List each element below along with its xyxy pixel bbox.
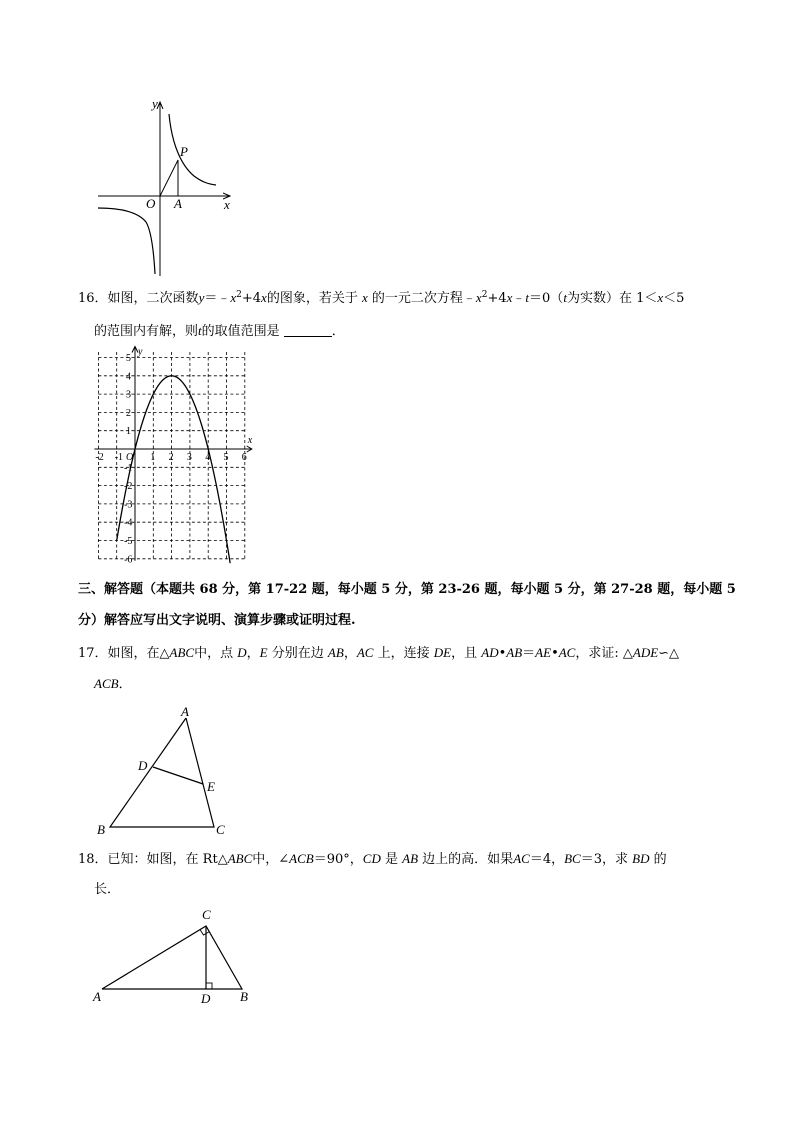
chart-y-tick-label: 1 bbox=[126, 426, 131, 438]
chart-x-tick-label: 3 bbox=[186, 452, 192, 463]
chart-x-tick-label: 5 bbox=[223, 452, 229, 463]
right-angle-mark-d bbox=[206, 983, 212, 989]
chart-x-tick-label: 2 bbox=[168, 452, 174, 463]
chart-y-tick-label: -3 bbox=[124, 499, 133, 511]
fig15-p-label: P bbox=[180, 144, 188, 159]
chart-y-tick-label: -5 bbox=[124, 536, 133, 547]
chart-x-label: x bbox=[247, 435, 253, 446]
triangle-abc bbox=[110, 718, 214, 827]
chart-y-label: y bbox=[138, 346, 143, 358]
answer-blank[interactable] bbox=[284, 324, 332, 337]
right-triangle-figure bbox=[90, 904, 260, 1009]
fig15-y-label: y bbox=[152, 96, 158, 111]
q16-line2: 的范围内有解，则t的取值范围是 ． bbox=[94, 323, 345, 339]
q17-label-d: D bbox=[138, 758, 148, 773]
hyperbola-figure bbox=[90, 96, 250, 281]
chart-x-tick-label: 6 bbox=[241, 452, 247, 463]
segment-de bbox=[153, 767, 203, 784]
q18-label-c: C bbox=[202, 907, 211, 922]
q17-label-c: C bbox=[216, 822, 225, 837]
q18-label-d: D bbox=[201, 991, 211, 1006]
section3-line1: 三、解答题（本题共 68 分，第 17-22 题，每小题 5 分，第 23-26 题，每小题 5 分，第 27-28 题，每小题 5 bbox=[78, 582, 736, 597]
q17-label-e: E bbox=[207, 779, 215, 794]
chart-y-tick-label: 3 bbox=[126, 389, 131, 401]
fig15-o-label: O bbox=[146, 196, 156, 211]
q17-line1: 17．如图，在△ABC中，点 D，E 分别在边 AB，AC 上，连接 DE，且 AD•AB＝AE•AC，求证: △ADE∽△ bbox=[78, 645, 680, 661]
chart-y-tick-label: 4 bbox=[126, 371, 131, 383]
chart-y-tick-label: -1 bbox=[124, 462, 133, 474]
q17-line2: ACB． bbox=[94, 676, 132, 692]
triangle-abc-right bbox=[102, 926, 242, 989]
fig15-x-label: x bbox=[224, 197, 230, 212]
chart-y-tick-label: -4 bbox=[124, 517, 133, 529]
parabola-curve bbox=[114, 376, 230, 566]
chart-y-tick-label: -2 bbox=[124, 481, 133, 493]
q18-line2: 长． bbox=[94, 882, 121, 897]
q18-label-b: B bbox=[240, 989, 248, 1004]
chart-x-tick-label: 1 bbox=[150, 452, 156, 463]
chart-x-tick-label: 4 bbox=[205, 452, 211, 463]
parabola-chart bbox=[90, 343, 265, 568]
chart-x-tick-label: -2 bbox=[95, 452, 104, 463]
chart-y-tick-label: 2 bbox=[126, 407, 131, 419]
segment-op bbox=[160, 160, 178, 196]
section3-line2: 分）解答应写出文字说明、演算步骤或证明过程. bbox=[78, 613, 356, 628]
hyperbola-branch-1 bbox=[169, 114, 216, 185]
chart-y-tick-label: 5 bbox=[126, 353, 131, 364]
chart-x-tick-label: -1 bbox=[114, 452, 124, 463]
chart-x-tick-label: O bbox=[126, 452, 134, 463]
q17-label-a: A bbox=[181, 704, 189, 719]
q18-line1: 18．已知：如图，在 Rt△ABC中，∠ACB＝90°，CD 是 AB 边上的高．如果AC＝4，BC＝3，求 BD 的 bbox=[78, 851, 667, 867]
q17-label-b: B bbox=[97, 822, 105, 837]
fig15-a-label: A bbox=[174, 196, 182, 211]
hyperbola-branch-2 bbox=[98, 208, 155, 274]
chart-y-tick-label: -6 bbox=[124, 554, 133, 566]
triangle-ade-figure bbox=[90, 700, 240, 840]
q16-line1: 16．如图，二次函数$y=﹣x^2+4x$的图象，若关于 x 的一元二次方程$﹣x^2+4x﹣t=0(t$为实数）在 1＜x＜5 bbox=[78, 290, 685, 306]
q18-label-a: A bbox=[93, 989, 101, 1004]
